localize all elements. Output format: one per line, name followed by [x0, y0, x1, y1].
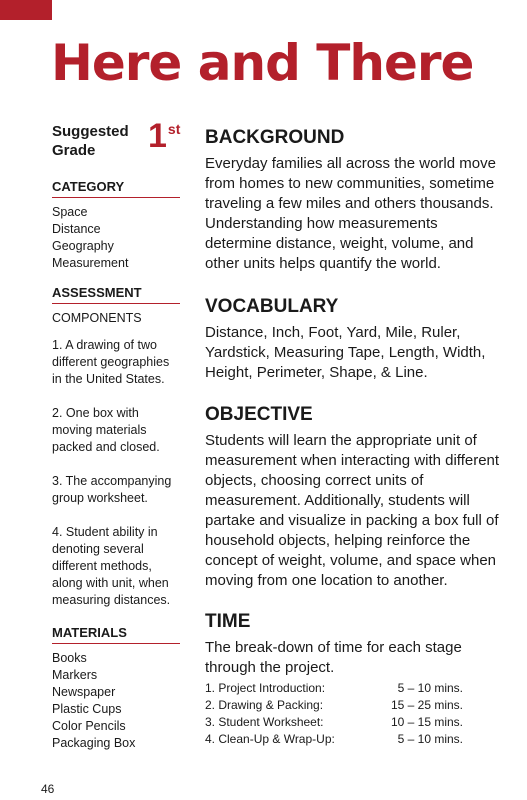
objective-heading: OBJECTIVE — [205, 404, 313, 425]
main-content — [205, 127, 505, 748]
grade-label-line1: Suggested — [52, 123, 129, 140]
assessment-item: 4. Student ability in denoting several different methods, along with unit, when measuring distances. — [52, 525, 171, 607]
list-item: Distance — [52, 222, 101, 236]
list-item: Color Pencils — [52, 719, 126, 733]
objective-text: Students will learn the appropriate unit of measurement when interacting with different objects, choosing correct units of measurement. Additionally, students will partake and visualize in packing a box full of household objects, helping reinforce the concept of weight, volume, and space when moving from one location to another. — [205, 432, 500, 589]
list-item: Markers — [52, 668, 98, 682]
assessment-item: 2. One box with moving materials packed and closed. — [52, 406, 160, 454]
materials-list — [52, 650, 182, 752]
list-item: Space — [52, 205, 88, 219]
table-row — [205, 731, 463, 748]
time-intro: The break-down of time for each stage through the project. — [205, 639, 462, 676]
table-row — [205, 714, 463, 731]
background-heading: BACKGROUND — [205, 127, 345, 148]
time-heading: TIME — [205, 611, 251, 632]
list-item: Plastic Cups — [52, 702, 122, 716]
table-row — [205, 680, 463, 697]
grade-suffix: st — [167, 121, 181, 137]
table-row — [205, 697, 463, 714]
time-stage: 4. Clean-Up & Wrap-Up: — [205, 732, 335, 746]
materials-heading: MATERIALS — [52, 625, 180, 644]
assessment-subheading: COMPONENTS — [52, 311, 142, 325]
time-stage: 1. Project Introduction: — [205, 681, 326, 695]
time-stage: 3. Student Worksheet: — [205, 715, 324, 729]
time-duration: 15 – 25 mins. — [390, 698, 463, 712]
assessment-heading: ASSESSMENT — [52, 285, 180, 304]
corner-tab — [0, 0, 52, 20]
sidebar — [52, 117, 182, 752]
page-number: 46 — [41, 782, 55, 796]
vocabulary-text: Distance, Inch, Foot, Yard, Mile, Ruler, Yardstick, Measuring Tape, Length, Width, Height, Perimeter, Shape, & Line. — [205, 324, 486, 381]
list-item: Packaging Box — [52, 736, 136, 750]
grade-number-value: 1 — [148, 117, 167, 155]
page-title: Here and There — [51, 34, 474, 92]
time-table — [205, 680, 505, 748]
assessment-item: 3. The accompanying group worksheet. — [52, 474, 172, 505]
background-text: Everyday families all across the world move from homes to new communities, sometime traveling a few miles and others thousands. Understanding how measurements determine distance, weight, volume, and other units helps quantify the world. — [205, 155, 496, 272]
list-item: Geography — [52, 239, 114, 253]
list-item: Measurement — [52, 256, 129, 270]
list-item: Newspaper — [52, 685, 116, 699]
category-list — [52, 204, 182, 272]
grade-number — [148, 119, 180, 153]
time-stage: 2. Drawing & Packing: — [205, 698, 324, 712]
time-duration: 5 – 10 mins. — [397, 681, 463, 695]
list-item: Books — [52, 651, 87, 665]
grade-block — [52, 117, 182, 162]
vocabulary-heading: VOCABULARY — [205, 296, 339, 317]
time-duration: 5 – 10 mins. — [397, 732, 463, 746]
category-heading: CATEGORY — [52, 179, 180, 198]
assessment-item: 1. A drawing of two different geographies in the United States. — [52, 338, 170, 386]
time-duration: 10 – 15 mins. — [390, 715, 463, 729]
grade-label-line2: Grade — [52, 142, 96, 159]
